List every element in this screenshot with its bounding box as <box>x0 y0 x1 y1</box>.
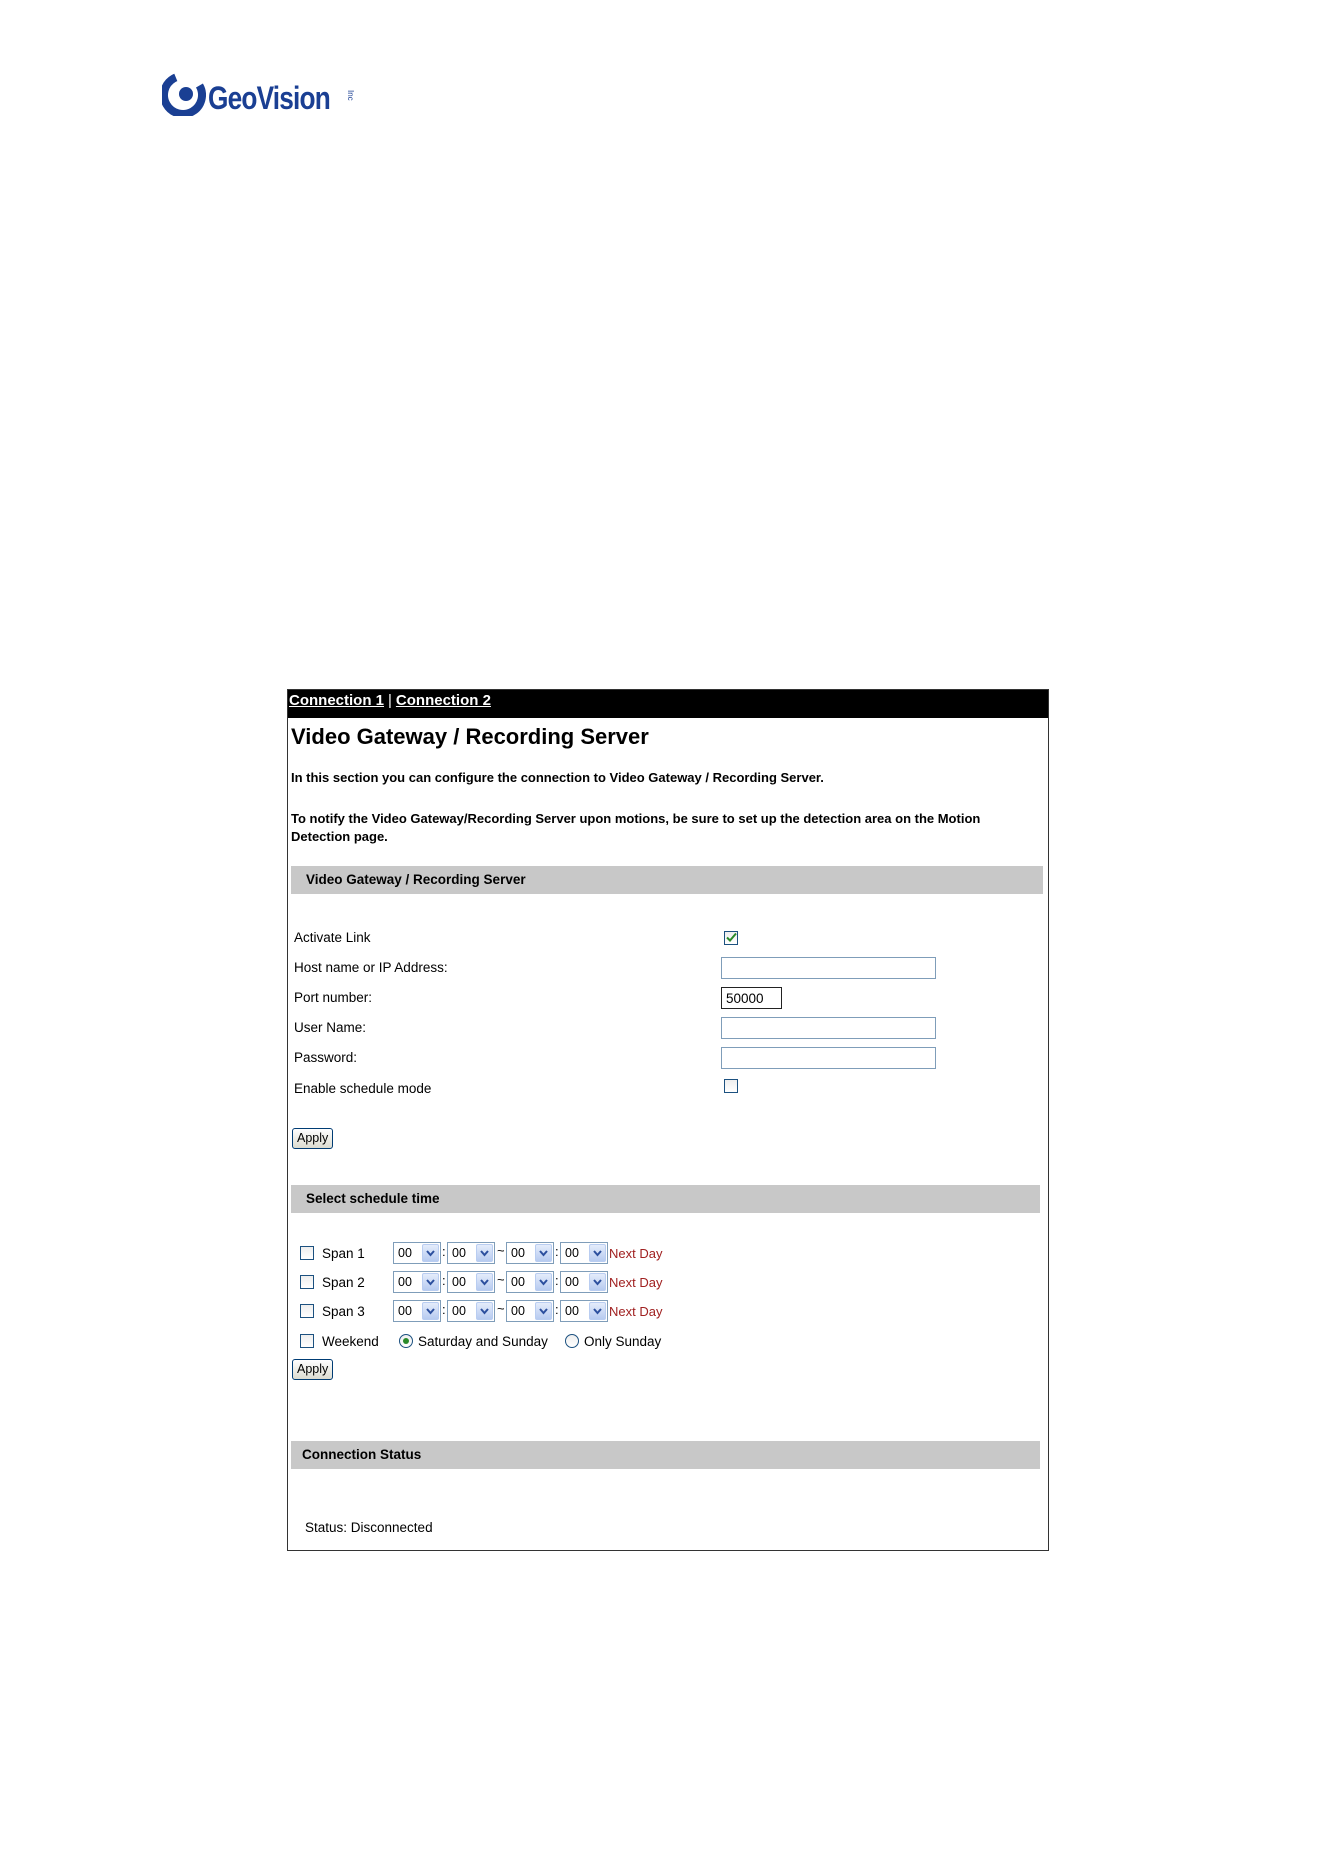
password-label: Password: <box>294 1050 358 1065</box>
span-2-checkbox[interactable] <box>300 1275 314 1289</box>
span-3-label: Span 3 <box>322 1304 365 1319</box>
chevron-down-icon <box>535 1244 552 1262</box>
motion-note: To notify the Video Gateway/Recording Server upon motions, be sure to set up the detection area on the Motion Detection page. <box>291 811 981 844</box>
chevron-down-icon <box>422 1302 439 1320</box>
chevron-down-icon <box>476 1244 493 1262</box>
chevron-down-icon <box>589 1273 606 1291</box>
weekend-label: Weekend <box>322 1334 379 1349</box>
only-sunday-radio[interactable] <box>565 1334 579 1348</box>
chevron-down-icon <box>589 1302 606 1320</box>
saturday-sunday-label: Saturday and Sunday <box>418 1334 548 1349</box>
chevron-down-icon <box>422 1244 439 1262</box>
geovision-logo <box>162 70 362 122</box>
span-1-end-minute-select[interactable]: 00 <box>560 1242 608 1264</box>
span-1-start-minute-select[interactable]: 00 <box>447 1242 495 1264</box>
span-row-1: Span 1 00 : 00 ~ 00 : 00 Next Day <box>288 1242 1048 1266</box>
chevron-down-icon <box>589 1244 606 1262</box>
span-2-end-hour-select[interactable]: 00 <box>506 1271 554 1293</box>
span-3-start-hour-select[interactable]: 00 <box>393 1300 441 1322</box>
span-3-start-minute-select[interactable]: 00 <box>447 1300 495 1322</box>
port-label: Port number: <box>294 990 373 1005</box>
intro-text: In this section you can configure the connection to Video Gateway / Recording Server. <box>291 770 824 785</box>
check-icon <box>726 932 737 943</box>
span-1-checkbox[interactable] <box>300 1246 314 1260</box>
span-1-label: Span 1 <box>322 1246 365 1261</box>
schedule-section-header: Select schedule time <box>291 1185 1040 1213</box>
only-sunday-label: Only Sunday <box>584 1334 662 1349</box>
nav-separator: | <box>388 692 392 709</box>
chevron-down-icon <box>476 1273 493 1291</box>
apply-server-button[interactable]: Apply <box>292 1128 333 1149</box>
span-2-end-minute-select[interactable]: 00 <box>560 1271 608 1293</box>
user-name-input[interactable] <box>721 1017 936 1039</box>
span-2-label: Span 2 <box>322 1275 365 1290</box>
page-title: Video Gateway / Recording Server <box>291 724 649 749</box>
schedule-mode-label: Enable schedule mode <box>294 1081 432 1096</box>
span-3-checkbox[interactable] <box>300 1304 314 1318</box>
logo-inc: Inc <box>346 90 355 101</box>
chevron-down-icon <box>535 1302 552 1320</box>
span-3-end-hour-select[interactable]: 00 <box>506 1300 554 1322</box>
host-label: Host name or IP Address: <box>294 960 448 975</box>
saturday-sunday-radio[interactable] <box>399 1334 413 1348</box>
span-3-end-minute-select[interactable]: 00 <box>560 1300 608 1322</box>
server-section-header: Video Gateway / Recording Server <box>291 866 1043 894</box>
password-input[interactable] <box>721 1047 936 1069</box>
radio-selected-dot <box>403 1338 409 1344</box>
span-2-start-hour-select[interactable]: 00 <box>393 1271 441 1293</box>
logo-text: GeoVision <box>208 80 330 116</box>
status-section-header: Connection Status <box>291 1441 1040 1469</box>
span-2-next-day: Next Day <box>609 1275 663 1290</box>
span-2-start-minute-select[interactable]: 00 <box>447 1271 495 1293</box>
span-row-3: Span 3 00 : 00 ~ 00 : 00 Next Day <box>288 1300 1048 1324</box>
activate-link-checkbox[interactable] <box>724 931 738 945</box>
span-1-start-hour-select[interactable]: 00 <box>393 1242 441 1264</box>
apply-schedule-button[interactable]: Apply <box>292 1359 333 1380</box>
schedule-mode-checkbox[interactable] <box>724 1079 738 1093</box>
chevron-down-icon <box>476 1302 493 1320</box>
chevron-down-icon <box>422 1273 439 1291</box>
connection-nav <box>288 690 1048 718</box>
connection-2-link[interactable]: Connection 2 <box>395 692 491 709</box>
span-3-next-day: Next Day <box>609 1304 663 1319</box>
connection-status: Status: Disconnected <box>305 1520 433 1535</box>
user-name-label: User Name: <box>294 1020 367 1035</box>
geovision-logo-icon <box>162 72 206 116</box>
span-1-next-day: Next Day <box>609 1246 663 1261</box>
chevron-down-icon <box>535 1273 552 1291</box>
span-1-end-hour-select[interactable]: 00 <box>506 1242 554 1264</box>
weekend-row <box>288 1330 1048 1354</box>
span-row-2: Span 2 00 : 00 ~ 00 : 00 Next Day <box>288 1271 1048 1295</box>
host-input[interactable] <box>721 957 936 979</box>
activate-link-label: Activate Link <box>294 930 371 945</box>
settings-panel <box>287 689 1049 1551</box>
port-input[interactable] <box>721 987 782 1009</box>
weekend-checkbox[interactable] <box>300 1334 314 1348</box>
connection-1-link[interactable]: Connection 1 <box>289 692 385 709</box>
